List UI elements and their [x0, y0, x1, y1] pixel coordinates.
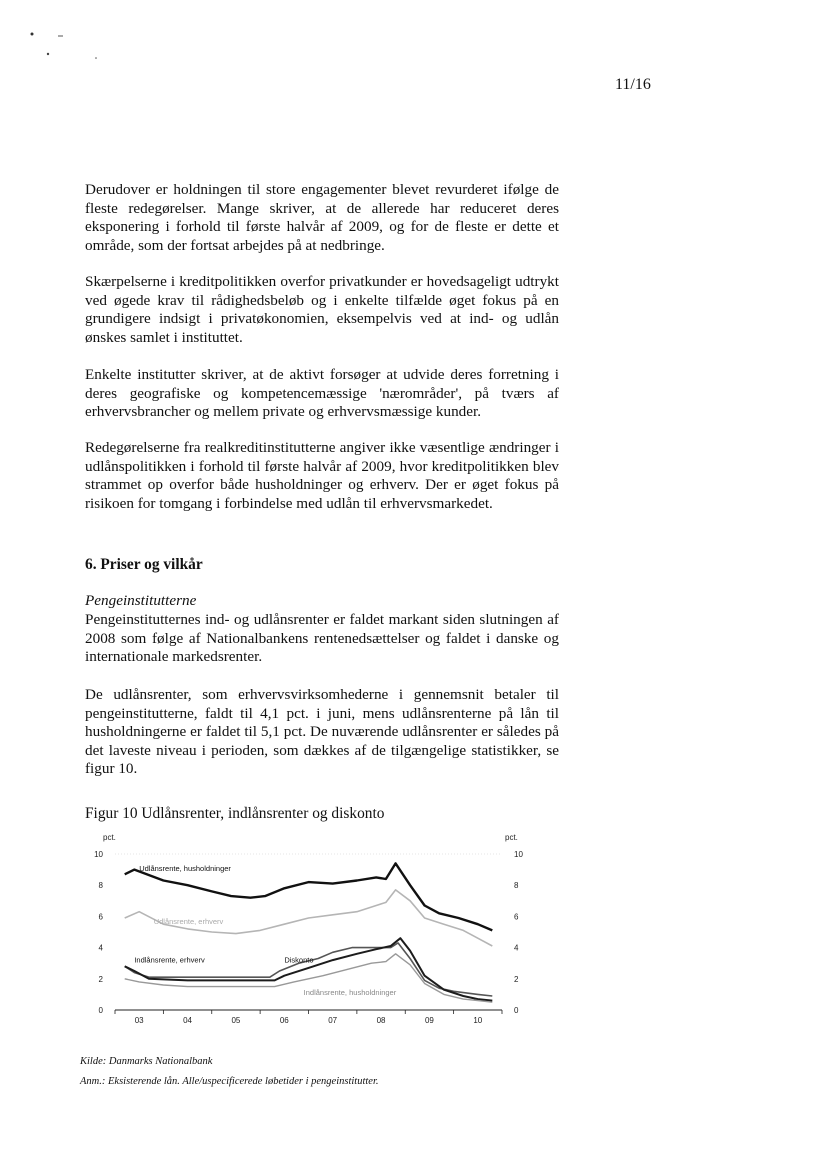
y-tick-right: 0 [514, 1006, 519, 1015]
y-tick-left: 10 [94, 850, 103, 859]
y-tick-right: 6 [514, 912, 519, 922]
section-heading: 6. Priser og vilkår [85, 556, 203, 573]
x-tick-label: 10 [473, 1016, 483, 1025]
line-chart [85, 828, 535, 1038]
figure-source: Kilde: Danmarks Nationalbank [80, 1056, 213, 1067]
series-annotation: Indlånsrente, husholdninger [303, 988, 397, 998]
series-annotation: Indlånsrente, erhverv [134, 955, 205, 965]
scan-marks [28, 30, 108, 75]
figure-note: Anm.: Eksisterende lån. Alle/uspecificerede løbetider i pengeinstitutter. [80, 1076, 379, 1087]
series-annotation: Udlånsrente, erhverv [153, 917, 224, 927]
page-number: 11/16 [615, 76, 651, 93]
figure-title: Figur 10 Udlånsrenter, indlånsrenter og diskonto [85, 805, 385, 822]
y-tick-left: 0 [98, 1006, 103, 1015]
y-tick-right: 4 [514, 943, 519, 953]
y-tick-right: 10 [514, 850, 523, 859]
y-tick-left: 2 [98, 974, 103, 984]
x-tick-label: 05 [231, 1016, 241, 1025]
paragraph-4: Redegørelserne fra realkreditinstitutterne angiver ikke væsentlige ændringer i udlånspolitikken i forhold til første halvår af 2009, hvor kreditpolitikken blev strammet op overfor både husholdninger og erhverv. Der er øget fokus på risikoen for tomgang i forbindelse med udlån til erhvervsmarkedet. [85, 439, 559, 512]
series-annotation: Udlånsrente, husholdninger [139, 864, 231, 874]
y-tick-left: 4 [98, 943, 103, 953]
section-paragraph-1: Pengeinstitutternes ind- og udlånsrenter er faldet markant siden slutningen af 2008 som følge af Nationalbankens rentenedsættelser og faldet i danske og internationale markedsrenter. [85, 611, 559, 666]
x-tick-label: 07 [328, 1016, 338, 1025]
x-tick-label: 03 [134, 1016, 144, 1025]
chart-lines [125, 863, 493, 1002]
x-tick-label: 08 [376, 1016, 386, 1025]
x-tick-label: 06 [279, 1016, 289, 1025]
section-subheading: Pengeinstitutterne [85, 592, 197, 609]
x-tick-label: 09 [424, 1016, 434, 1025]
y-tick-left: 6 [98, 912, 103, 922]
x-tick-label: 04 [183, 1016, 193, 1025]
y-tick-right: 8 [514, 881, 519, 891]
y-unit-left: pct. [103, 833, 116, 842]
series-annotation: Diskonto [284, 955, 314, 965]
y-tick-left: 8 [98, 881, 103, 891]
paragraph-2: Skærpelserne i kreditpolitikken overfor privatkunder er hovedsageligt udtrykt ved øgede krav til rådighedsbeløb og i enkelte tilfælde øget fokus på en grundigere indsigt i privatøkonomien, eksempelvis ved at ind- og udlån ønskes samlet i instituttet. [85, 273, 559, 346]
paragraph-3: Enkelte institutter skriver, at de aktivt forsøger at udvide deres forretning i deres geografiske og kompetencemæssige 'nærområder', på tværs af erhvervsbrancher og mellem private og erhvervsmæssige kunder. [85, 366, 559, 421]
paragraph-1: Derudover er holdningen til store engagementer blevet revurderet ifølge de fleste redegørelser. Mange skriver, at de allerede har reduceret deres eksponering i forhold til første halvår af 2009, og for de fleste er dette et område, som der fortsat arbejdes på at nedbringe. [85, 181, 559, 254]
scan-dots [28, 30, 108, 70]
section-paragraph-2: De udlånsrenter, som erhvervsvirksomhederne i gennemsnit betaler til pengeinstitutterne, faldt til 4,1 pct. i juni, mens udlånsrenterne på lån til husholdningerne er faldet til 5,1 pct. De nuværende udlånsrenter er således på det laveste niveau i perioden, som dækkes af de tilgængelige statistikker, se figur 10. [85, 686, 559, 778]
y-tick-right: 2 [514, 974, 519, 984]
y-unit-right: pct. [505, 833, 518, 842]
